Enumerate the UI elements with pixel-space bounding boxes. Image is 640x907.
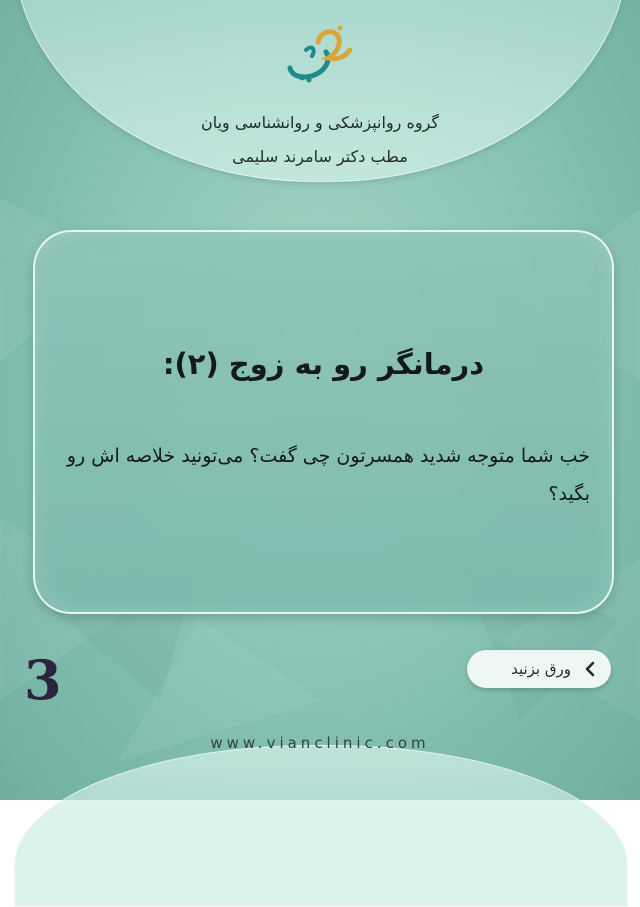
group-name: گروه روانپزشکی و روانشناسی ویان (200, 113, 440, 132)
swipe-label: ورق بزنید (511, 660, 571, 678)
vian-logo (278, 20, 362, 90)
chevron-left-icon (581, 660, 599, 678)
swipe-button[interactable] (467, 650, 611, 688)
page-number: 3 (24, 648, 62, 712)
card-title: درمانگر رو به زوج (۲): (162, 347, 485, 381)
card-body: خب شما متوجه شدید همسرتون چی گفت؟ می‌تونید خلاصه اش رو بگید؟ (66, 445, 590, 505)
clinic-name: مطب دکتر سامرند سلیمی (232, 147, 408, 166)
content-card (33, 230, 614, 614)
website-url[interactable]: www.vianclinic.com (210, 734, 430, 752)
